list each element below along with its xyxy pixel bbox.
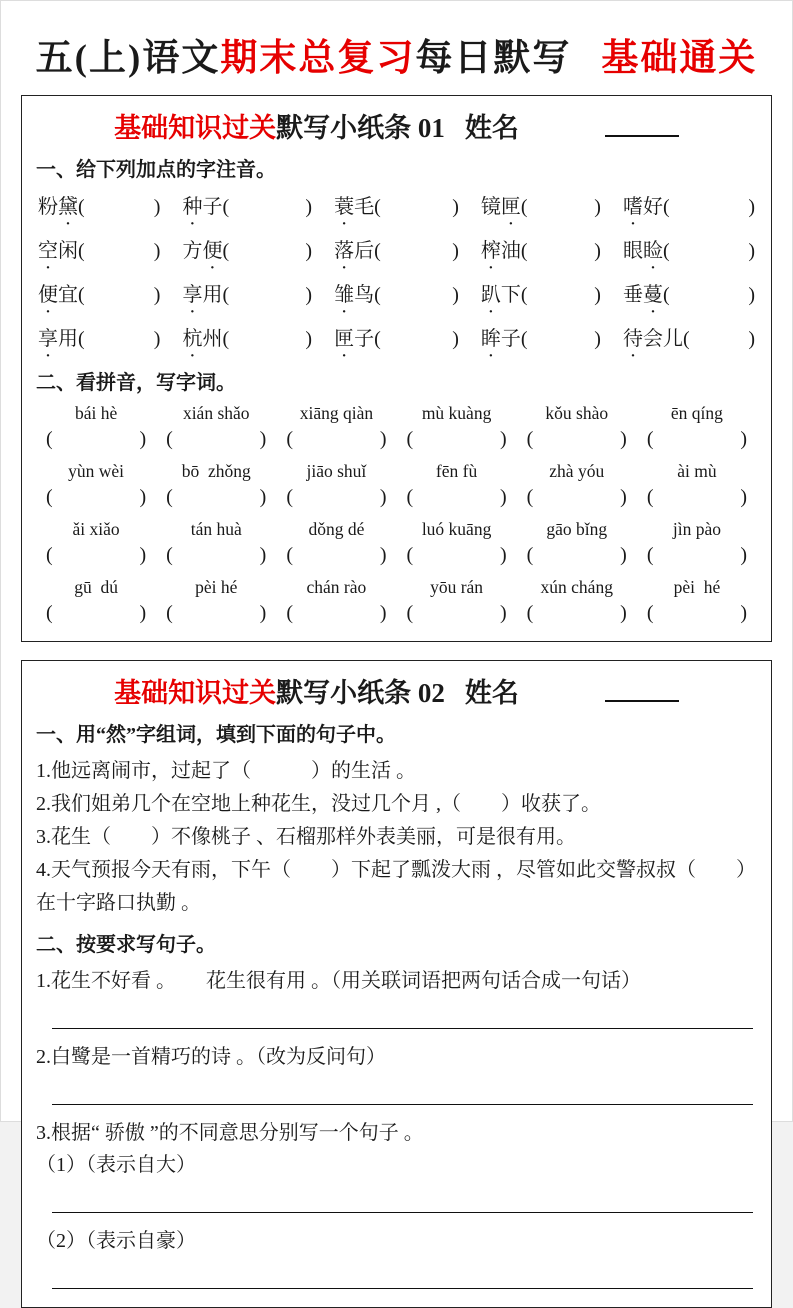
word-char: 子 [202, 196, 223, 218]
answer-bracket-cell [36, 486, 156, 509]
writing-prompt: 3.根据“ 骄傲 ”的不同意思分别写一个句子 。 [36, 1122, 424, 1144]
under-dot-mark: · [488, 304, 494, 320]
pinyin-cell: bō zhǒng [181, 461, 251, 481]
paren-open: ( [166, 544, 173, 566]
word-chars [38, 190, 78, 232]
under-dot-mark: · [630, 348, 636, 364]
pinyin-cell: fēn fù [435, 461, 478, 481]
word-char: 好 [642, 196, 663, 218]
word-char: 后 [354, 240, 375, 262]
paren-close: ) [153, 240, 161, 262]
title-segment: 五(上)语文 [35, 38, 221, 79]
pinyin-cell: luó kuāng [421, 519, 492, 539]
word-char: 用 [58, 328, 78, 350]
paren-close: ) [452, 328, 459, 350]
paren-open: ( [374, 328, 381, 350]
paren-close: ) [452, 196, 459, 218]
word-char: 方 [182, 240, 203, 262]
word-item [38, 278, 161, 320]
bracket-row [36, 602, 757, 625]
pinyin-cell: ēn qíng [670, 403, 723, 423]
paren-open: ( [46, 486, 53, 508]
paren-open: ( [78, 196, 85, 218]
paren-close: ) [499, 602, 507, 624]
paren-close: ) [740, 428, 747, 450]
question-title: 一、给下列加点的字注音。 [36, 159, 276, 181]
under-dot-mark: · [650, 260, 656, 276]
fill-blank-sentences [36, 755, 757, 920]
paren-close: ) [748, 196, 755, 218]
word-char: 雏 · [334, 284, 355, 320]
pinyin-write-grid [36, 403, 757, 625]
word-chars [182, 190, 223, 232]
sheet-header-black-text: 默写小纸条 01 [276, 113, 445, 143]
under-dot-mark: · [189, 304, 195, 320]
pinyin-cell: yùn wèi [68, 461, 125, 481]
paren-open: ( [526, 428, 534, 450]
answer-bracket-cell [276, 486, 396, 509]
answer-bracket-cell [637, 602, 757, 625]
paren-close: ) [139, 544, 147, 566]
sheet-02 [21, 660, 772, 1308]
paren-close: ) [259, 486, 267, 508]
word-char: 蔓 · [642, 284, 663, 320]
paren-open: ( [166, 428, 173, 450]
pinyin-cell: chán rào [306, 577, 367, 597]
word-item [480, 190, 601, 232]
word-char: 子 [500, 328, 521, 350]
pinyin-cell: gāo bǐng [546, 519, 608, 539]
word-item [480, 234, 601, 276]
word-chars [480, 322, 521, 364]
word-item [622, 190, 755, 232]
name-blank-line [605, 113, 679, 137]
name-label: 姓名 [464, 113, 519, 143]
answer-bracket-cell [36, 544, 156, 567]
paren-open: ( [662, 196, 670, 218]
paren-close: ) [594, 284, 601, 306]
fill-blank-sentence: 3.花生（ ）不像桃子 、石榴那样外表美丽，可是很有用。 [36, 826, 576, 848]
answer-bracket-cell [276, 428, 396, 451]
paren-open: ( [520, 328, 528, 350]
word-item [334, 190, 459, 232]
fill-blank-sentence: 1.他远离闹市，过起了（ ）的生活 。 [36, 760, 416, 782]
paren-close: ) [259, 428, 267, 450]
paren-close: ) [452, 240, 459, 262]
word-char: 州 [202, 328, 223, 350]
word-chars [334, 234, 375, 276]
paren-open: ( [374, 284, 381, 306]
word-char: 匣 · [500, 196, 521, 232]
word-char: 趴 · [480, 284, 501, 320]
word-chars [38, 322, 78, 364]
paren-open: ( [526, 486, 534, 508]
answer-bracket-cell [156, 544, 276, 567]
paren-open: ( [374, 196, 381, 218]
word-char: 嗜 · [622, 196, 643, 232]
pinyin-cell: pèi hé [195, 577, 238, 597]
word-item [622, 278, 755, 320]
sheet-header-black-text: 默写小纸条 02 [276, 678, 445, 708]
word-char: 油 [500, 240, 521, 262]
paren-open: ( [78, 240, 85, 262]
word-char: 黛 · [58, 196, 78, 232]
word-char: 种 · [182, 196, 203, 232]
paren-close: ) [452, 284, 459, 306]
paren-open: ( [526, 602, 534, 624]
writing-prompt: （2）（表示自豪） [36, 1230, 196, 1252]
under-dot-mark: · [341, 304, 347, 320]
word-chars [480, 234, 521, 276]
paren-close: ) [620, 486, 627, 508]
paren-open: ( [520, 196, 528, 218]
word-char: 榨 · [480, 240, 501, 276]
word-char: 垂 [622, 284, 643, 306]
word-char: 眸 · [480, 328, 501, 364]
word-char: 便 · [38, 284, 58, 320]
sheet-header-red-text: 基础知识过关 [114, 678, 277, 708]
paren-close: ) [740, 544, 747, 566]
word-item [480, 322, 601, 364]
paren-close: ) [153, 284, 161, 306]
paren-open: ( [406, 602, 414, 624]
paren-open: ( [222, 284, 230, 306]
paren-open: ( [406, 544, 414, 566]
under-dot-mark: · [341, 216, 347, 232]
sheet-02-header [36, 671, 757, 710]
word-chars [480, 190, 521, 232]
bracket-row [36, 428, 757, 451]
word-item [38, 190, 161, 232]
word-item [622, 234, 755, 276]
paren-open: ( [286, 602, 293, 624]
paren-open: ( [46, 602, 53, 624]
answer-bracket-cell [637, 428, 757, 451]
paren-close: ) [305, 328, 313, 350]
word-char: 眼 [622, 240, 643, 262]
word-chars [182, 278, 223, 320]
under-dot-mark: · [488, 348, 494, 364]
word-char: 粉 [38, 196, 58, 218]
question-title: 二、看拼音，写字词。 [36, 372, 236, 394]
under-dot-mark: · [45, 260, 51, 276]
pinyin-cell: jìn pào [672, 519, 721, 539]
word-char: 睑 · [642, 240, 663, 276]
paren-close: ) [620, 602, 627, 624]
word-item [182, 190, 313, 232]
fill-blank-sentence: 2.我们姐弟几个在空地上种花生，没过几个月 ,（ ）收获了。 [36, 793, 601, 815]
answer-bracket-cell [396, 602, 516, 625]
title-segment: 期末总复习 [220, 38, 416, 79]
answer-bracket-cell [517, 602, 637, 625]
under-dot-mark: · [45, 304, 51, 320]
paren-open: ( [646, 602, 654, 624]
paren-close: ) [305, 196, 313, 218]
page-title [1, 27, 792, 81]
paren-open: ( [78, 284, 85, 306]
paren-close: ) [153, 196, 161, 218]
answer-line [52, 1257, 753, 1289]
word-char: 下 [500, 284, 521, 306]
word-chars [38, 278, 78, 320]
under-dot-mark: · [65, 216, 71, 232]
word-item [38, 322, 161, 364]
paren-close: ) [139, 486, 147, 508]
paren-open: ( [374, 240, 381, 262]
word-row [38, 278, 755, 320]
paren-open: ( [662, 284, 670, 306]
pinyin-row [36, 577, 757, 598]
answer-bracket-cell [276, 544, 396, 567]
under-dot-mark: · [189, 216, 195, 232]
word-chars [334, 190, 375, 232]
paren-close: ) [139, 428, 147, 450]
paren-open: ( [166, 602, 173, 624]
paren-close: ) [305, 284, 313, 306]
fill-blank-sentence: 4.天气预报今天有雨，下午（ ）下起了瓢泼大雨 ，尽管如此交警叔叔（ ）在十字路口执勤 。 [36, 859, 756, 914]
paren-open: ( [286, 486, 293, 508]
pinyin-cell: gū dú [74, 577, 118, 597]
sheet-01-header [36, 106, 757, 145]
under-dot-mark: · [341, 348, 347, 364]
under-dot-mark: · [650, 304, 656, 320]
paren-open: ( [222, 196, 230, 218]
paren-open: ( [406, 428, 414, 450]
word-char: 毛 [354, 196, 375, 218]
paren-open: ( [520, 240, 528, 262]
answer-line [52, 1181, 753, 1213]
word-char: 便 · [202, 240, 223, 276]
paren-open: ( [646, 544, 654, 566]
paren-open: ( [78, 328, 85, 350]
pinyin-cell: bái hè [74, 403, 118, 423]
paren-close: ) [499, 544, 507, 566]
answer-bracket-cell [36, 602, 156, 625]
word-item [182, 278, 313, 320]
writing-prompt: 2.白鹭是一首精巧的诗 。（改为反问句） [36, 1046, 386, 1068]
pinyin-row [36, 519, 757, 540]
under-dot-mark: · [341, 260, 347, 276]
under-dot-mark: · [209, 260, 215, 276]
pinyin-cell: xún cháng [540, 577, 613, 597]
word-char: 宜 [58, 284, 78, 306]
pinyin-cell: pèi hé [673, 577, 721, 597]
under-dot-mark: · [45, 348, 51, 364]
paren-close: ) [620, 544, 627, 566]
word-row [38, 234, 755, 276]
answer-line [52, 1073, 753, 1105]
paren-open: ( [222, 328, 230, 350]
paren-close: ) [748, 328, 755, 350]
paren-open: ( [46, 544, 53, 566]
word-chars [182, 322, 223, 364]
name-label: 姓名 [464, 678, 519, 708]
pinyin-cell: mù kuàng [421, 403, 492, 423]
word-row [38, 322, 755, 364]
paren-close: ) [594, 328, 601, 350]
sheet-01 [21, 95, 772, 642]
paren-open: ( [662, 240, 670, 262]
word-chars [334, 278, 375, 320]
word-item [182, 322, 313, 364]
word-char: 享 · [182, 284, 203, 320]
sentence-writing-section [36, 965, 757, 1289]
paren-close: ) [379, 428, 387, 450]
title-segment: 每日默写 [415, 38, 572, 79]
writing-prompt: 1.花生不好看 。 花生很有用 。（用关联词语把两句话合成一句话） [36, 970, 641, 992]
word-item [38, 234, 161, 276]
name-blank-line [605, 678, 679, 702]
word-row [38, 190, 755, 232]
answer-bracket-cell [517, 544, 637, 567]
paren-close: ) [379, 486, 387, 508]
paren-close: ) [748, 240, 755, 262]
pinyin-cell: xián shǎo [182, 403, 250, 423]
pinyin-cell: jiāo shuǐ [306, 461, 367, 481]
pinyin-cell: tán huà [190, 519, 242, 539]
word-chars [622, 190, 663, 232]
title-segment: 基础通关 [601, 38, 758, 79]
bracket-row [36, 486, 757, 509]
answer-bracket-cell [637, 544, 757, 567]
word-char: 蓑 · [334, 196, 355, 232]
pinyin-row [36, 461, 757, 482]
pinyin-row [36, 403, 757, 424]
word-item [480, 278, 601, 320]
paren-close: ) [259, 602, 267, 624]
annotate-words-grid [36, 190, 757, 364]
paren-open: ( [646, 428, 654, 450]
answer-bracket-cell [156, 428, 276, 451]
word-chars [622, 322, 683, 364]
paren-close: ) [153, 328, 161, 350]
word-char: 镜 [480, 196, 501, 218]
answer-bracket-cell [637, 486, 757, 509]
paren-open: ( [406, 486, 414, 508]
paren-close: ) [139, 602, 147, 624]
answer-bracket-cell [396, 428, 516, 451]
word-chars [622, 234, 663, 276]
paren-close: ) [379, 544, 387, 566]
word-char: 享 · [38, 328, 58, 364]
pinyin-cell: zhà yóu [549, 461, 605, 481]
under-dot-mark: · [189, 348, 195, 364]
paren-close: ) [594, 196, 601, 218]
paren-close: ) [740, 602, 747, 624]
pinyin-cell: kǒu shào [545, 403, 609, 423]
word-item [334, 278, 459, 320]
word-item [334, 322, 459, 364]
word-char: 杭 · [182, 328, 203, 364]
word-char: 子 [354, 328, 375, 350]
answer-bracket-cell [36, 428, 156, 451]
word-char: 儿 [662, 328, 683, 350]
pinyin-cell: dǒng dé [308, 519, 365, 539]
paren-open: ( [526, 544, 534, 566]
word-char: 用 [202, 284, 223, 306]
word-chars [38, 234, 78, 276]
answer-bracket-cell [517, 486, 637, 509]
word-char: 待 · [622, 328, 643, 364]
pinyin-cell: ài mù [677, 461, 717, 481]
paren-close: ) [748, 284, 755, 306]
bracket-row [36, 544, 757, 567]
answer-bracket-cell [276, 602, 396, 625]
word-char: 闲 [58, 240, 78, 262]
word-chars [334, 322, 375, 364]
word-chars [480, 278, 521, 320]
paren-open: ( [520, 284, 528, 306]
word-char: 空 · [38, 240, 58, 276]
answer-bracket-cell [156, 486, 276, 509]
paren-close: ) [379, 602, 387, 624]
answer-bracket-cell [396, 544, 516, 567]
pinyin-cell: xiāng qiàn [299, 403, 374, 423]
word-char: 落 · [334, 240, 355, 276]
word-char: 匣 · [334, 328, 355, 364]
writing-prompt: （1）（表示自大） [36, 1154, 196, 1176]
paren-open: ( [286, 428, 293, 450]
paren-close: ) [499, 428, 507, 450]
word-item [182, 234, 313, 276]
paren-open: ( [646, 486, 654, 508]
paren-close: ) [305, 240, 313, 262]
word-chars [182, 234, 223, 276]
answer-line [52, 997, 753, 1029]
paren-open: ( [682, 328, 690, 350]
paren-close: ) [594, 240, 601, 262]
paren-close: ) [620, 428, 627, 450]
paren-open: ( [286, 544, 293, 566]
paren-close: ) [740, 486, 747, 508]
word-item [622, 322, 755, 364]
answer-bracket-cell [396, 486, 516, 509]
paren-close: ) [259, 544, 267, 566]
pinyin-cell: ǎi xiǎo [72, 519, 120, 539]
pinyin-cell: yōu rán [430, 577, 484, 597]
paren-close: ) [499, 486, 507, 508]
paren-open: ( [222, 240, 230, 262]
under-dot-mark: · [488, 260, 494, 276]
word-char: 会 [642, 328, 663, 350]
paren-open: ( [166, 486, 173, 508]
word-char: 鸟 [354, 284, 375, 306]
answer-bracket-cell [517, 428, 637, 451]
question-title: 二、按要求写句子。 [36, 934, 216, 956]
under-dot-mark: · [630, 216, 636, 232]
word-item [334, 234, 459, 276]
answer-bracket-cell [156, 602, 276, 625]
under-dot-mark: · [508, 216, 514, 232]
word-chars [622, 278, 663, 320]
paren-open: ( [46, 428, 53, 450]
question-title: 一、用“然”字组词，填到下面的句子中。 [36, 724, 396, 746]
sheet-header-red-text: 基础知识过关 [114, 113, 277, 143]
